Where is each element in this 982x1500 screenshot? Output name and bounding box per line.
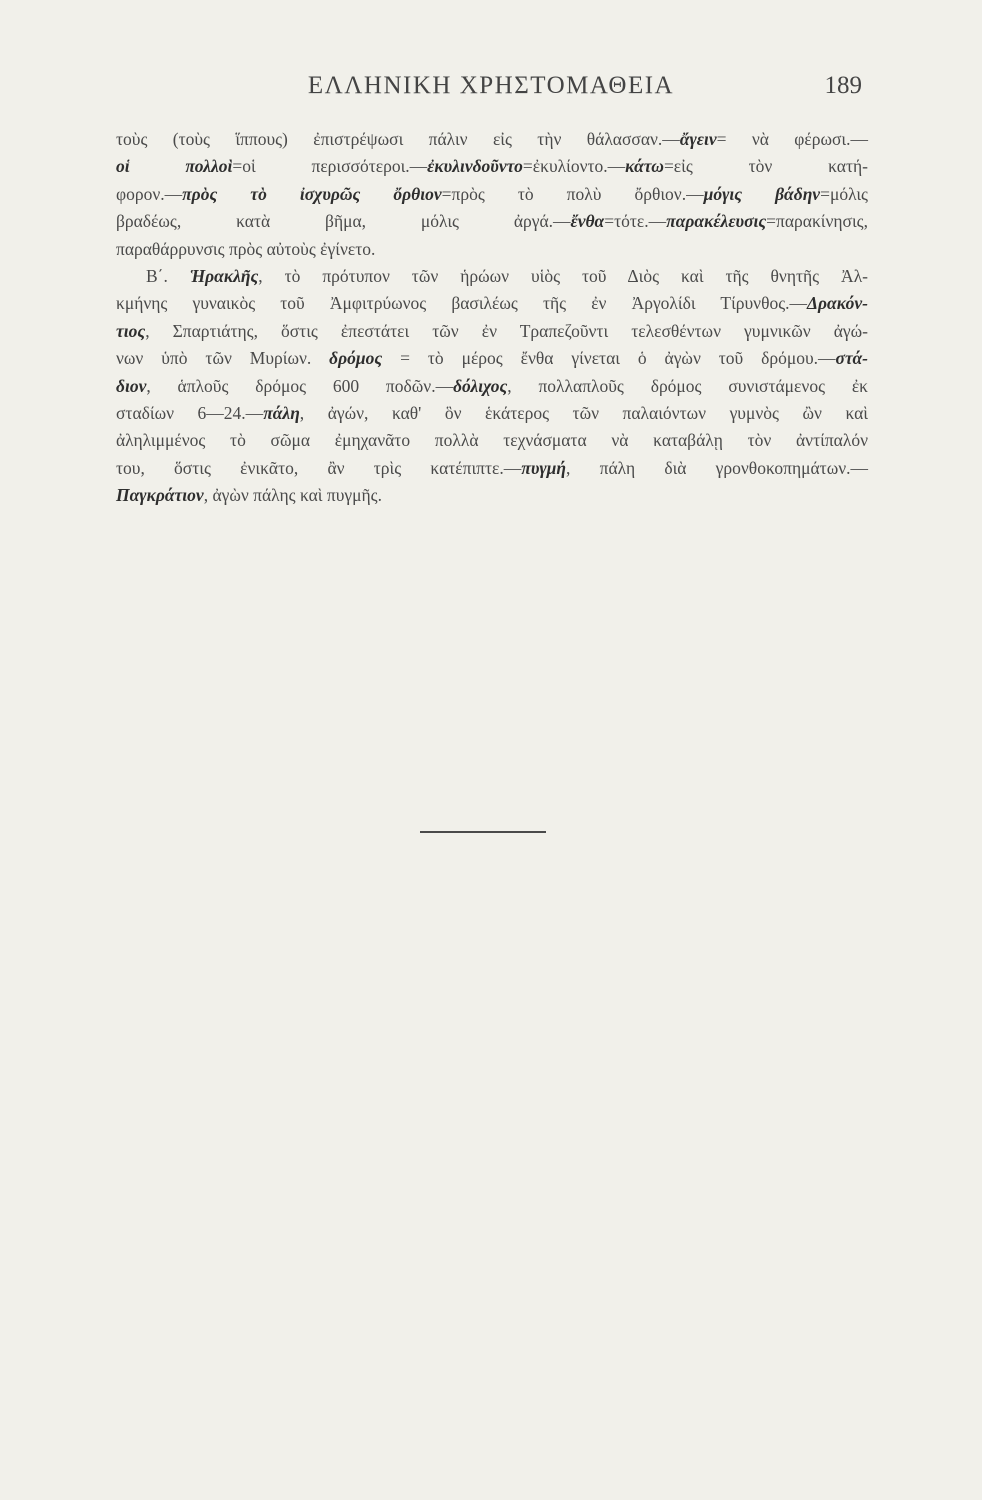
text-line	[116, 482, 868, 509]
glossary-term: παρακέλευσις	[666, 211, 767, 232]
gloss-text: , πάλη διὰ γρονθοκοπημάτων.—	[566, 457, 869, 478]
glossary-term: μόγις βάδην	[703, 183, 821, 204]
text-line	[116, 263, 868, 290]
gloss-text: κμήνης γυναικὸς τοῦ Ἀμφιτρύωνος βασιλέως τῆς ἐν Ἀργολίδι Τίρυνθος.—	[116, 293, 808, 314]
section-divider-rule	[420, 831, 546, 833]
text-line	[116, 373, 868, 400]
gloss-text: ἀληλιμμένος τὸ σῶμα ἐμηχανᾶτο πολλὰ τεχνάσματα νὰ καταβάλῃ τὸν ἀντίπαλόν	[116, 430, 868, 451]
gloss-text: =ἐκυλίοντο.—	[522, 156, 626, 177]
text-line	[116, 153, 868, 180]
glossary-text	[116, 126, 868, 510]
gloss-text: , ἁπλοῦς δρόμος 600 ποδῶν.—	[146, 375, 454, 396]
text-line	[116, 455, 868, 482]
glossary-term: ἐκυλινδοῦντο	[427, 156, 523, 177]
gloss-text: παραθάρρυνσις πρὸς αὐτοὺς ἐγίνετο.	[116, 238, 376, 259]
text-line	[116, 427, 868, 454]
text-line	[116, 181, 868, 208]
text-line	[116, 126, 868, 153]
glossary-term: Παγκράτιον	[116, 485, 204, 506]
gloss-text: τοὺς (τοὺς ἵππους) ἐπιστρέψωσι πάλιν εἰς τὴν θάλασσαν.—	[116, 129, 680, 149]
gloss-text: =παρακίνησις,	[766, 211, 868, 232]
gloss-text: βραδέως, κατὰ βῆμα, μόλις ἀργά.—	[116, 211, 571, 232]
gloss-text: σταδίων 6—24.—	[116, 403, 264, 424]
gloss-text: Β΄.	[146, 266, 190, 287]
glossary-term: διον	[116, 375, 147, 396]
glossary-term: οἱ πολλοὶ	[116, 156, 233, 177]
gloss-text: = τὸ μέρος ἔνθα γίνεται ὁ ἀγὼν τοῦ δρόμου.—	[382, 348, 836, 369]
text-line	[116, 345, 868, 372]
gloss-text: του, ὅστις ἐνικᾶτο, ἂν τρὶς κατέπιπτε.—	[116, 457, 522, 478]
gloss-text: , πολλαπλοῦς δρόμος συνιστάμενος ἐκ	[507, 375, 869, 396]
text-line	[116, 208, 868, 235]
gloss-text: , τὸ πρότυπον τῶν ἡρώων υἱὸς τοῦ Διὸς καὶ τῆς θνητῆς Ἀλ-	[258, 266, 869, 287]
glossary-term: πάλη	[263, 403, 300, 424]
text-line	[116, 236, 868, 263]
text-line	[116, 290, 868, 317]
gloss-text: , ἀγὼν πάλης καὶ πυγμῆς.	[203, 485, 382, 506]
gloss-text: =μόλις	[820, 183, 868, 204]
glossary-term: ἔνθα	[570, 211, 605, 232]
glossary-term: κάτω	[625, 156, 664, 177]
gloss-text: φορον.—	[116, 183, 183, 204]
gloss-text: = νὰ φέρωσι.—	[716, 129, 869, 149]
glossary-term: δρόμος	[329, 348, 383, 369]
glossary-term: πρὸς τὸ ἰσχυρῶς ὄρθιον	[182, 183, 442, 204]
gloss-text: =πρὸς τὸ πολὺ ὄρθιον.—	[441, 183, 704, 204]
gloss-text: =τότε.—	[604, 211, 667, 232]
glossary-term: Ἡρακλῆς	[189, 266, 259, 287]
glossary-term: ἄγειν	[679, 129, 717, 149]
glossary-term: Δρακόν-	[807, 293, 868, 314]
glossary-term: πυγμή	[521, 457, 567, 478]
gloss-text: , ἀγών, καθ' ὃν ἑκάτερος τῶν παλαιόντων γυμνὸς ὢν καὶ	[299, 403, 868, 424]
gloss-text: νων ὑπὸ τῶν Μυρίων.	[116, 348, 330, 369]
glossary-term: στά-	[835, 348, 868, 369]
gloss-text: =εἰς τὸν κατή-	[663, 156, 868, 177]
text-line	[116, 318, 868, 345]
page-header	[0, 72, 982, 112]
running-title: ΕΛΛΗΝΙΚΗ ΧΡΗΣΤΟΜΑΘΕΙΑ	[307, 72, 675, 99]
gloss-text: , Σπαρτιάτης, ὅστις ἐπεστάτει τῶν ἐν Τραπεζοῦντι τελεσθέντων γυμνικῶν ἀγώ-	[145, 320, 868, 341]
glossary-term: δόλιχος	[453, 375, 508, 396]
gloss-text: =οἱ περισσότεροι.—	[232, 156, 428, 177]
text-line	[116, 400, 868, 427]
glossary-term: τιος	[116, 320, 146, 341]
page-number: 189	[824, 72, 862, 99]
